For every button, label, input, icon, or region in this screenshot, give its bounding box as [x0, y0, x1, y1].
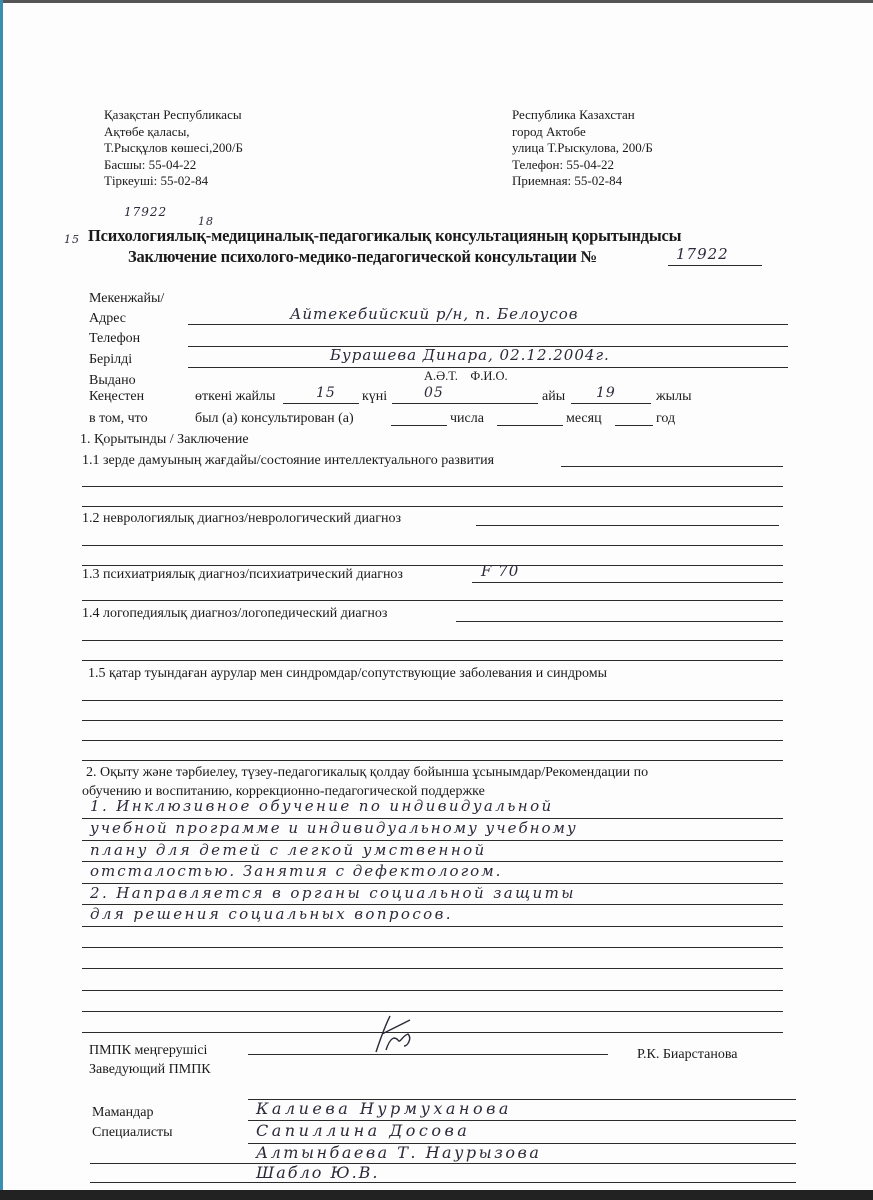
item-1-4-extra-line [82, 660, 783, 661]
specialist-signature: Алтынбаева Т. Наурызова [256, 1143, 542, 1162]
item-1-5-label: 1.5 қатар туындаған аурулар мен синдромдар/сопутствующие заболевания и синдромы [88, 666, 608, 681]
issued-label-kz: Берілді [89, 352, 133, 367]
scan-edge-top [0, 0, 873, 3]
consult-label-kz: Кеңестен [89, 389, 145, 404]
specialists-line [90, 1182, 796, 1183]
ruled-line [82, 926, 783, 927]
ru-day-line [391, 425, 447, 426]
address-label-ru: Адрес [89, 311, 127, 326]
recommendation-line: отсталостью. Занятия с дефектологом. [90, 862, 503, 880]
item-1-2-extra-line [82, 565, 783, 566]
year-line [571, 403, 651, 404]
margin-note-number: 17922 [124, 205, 168, 219]
ruled-line [82, 947, 783, 948]
item-1-4-line [456, 621, 783, 622]
header-left-line: Қазақстан Республикасы [104, 107, 242, 122]
head-signature-line [248, 1054, 608, 1055]
item-1-1-line [561, 466, 783, 467]
specialists-label-kz: Мамандар [92, 1105, 154, 1120]
specialists-line [90, 1163, 796, 1164]
ruled-line [82, 1011, 783, 1012]
conclusion-heading: 1. Қорытынды / Заключение [80, 432, 249, 447]
ru-year-line [615, 425, 653, 426]
item-1-4-extra-line [82, 640, 783, 641]
item-1-5-line [82, 740, 783, 741]
header-right-line: Приемная: 55-02-84 [512, 173, 623, 188]
recommendation-line: 2. Направляется в органы социальной защиты [90, 884, 576, 902]
day-line [283, 403, 359, 404]
ru-month-line [497, 425, 563, 426]
scan-edge-left [0, 0, 3, 1200]
item-1-5-line [82, 760, 783, 761]
header-left-line: Т.Рысқұлов көшесі,200/Б [104, 140, 243, 155]
item-1-3-extra-line [82, 600, 783, 601]
month-line [392, 403, 538, 404]
address-line [188, 324, 788, 325]
kz-line-a: өткені жайлы [195, 389, 276, 404]
margin-note-small-b: 18 [198, 215, 214, 228]
year-value: 19 [596, 385, 616, 401]
ruled-line [82, 990, 783, 991]
item-1-3-label: 1.3 психиатриялық диагноз/психиатрический диагноз [82, 567, 403, 582]
recommendations-heading-2: обучению и воспитанию, коррекционно-педагогической поддержке [82, 784, 485, 799]
issued-label-ru: Выдано [89, 373, 136, 388]
day-value: 15 [316, 385, 336, 401]
item-1-5-line [82, 700, 783, 701]
kz-line-d: жылы [656, 389, 692, 404]
header-right-line: улица Т.Рыскулова, 200/Б [512, 140, 653, 155]
consult-label-ru: в том, что [89, 411, 148, 426]
recommendation-line: плану для детей с легкой умственной [90, 841, 487, 859]
head-label-kz: ПМПК меңгерушісі [89, 1043, 208, 1058]
recommendation-line: учебной программе и индивидуальному учебному [90, 819, 578, 837]
title-kz: Психологиялық-медициналық-педагогикалық консультацияның қорытындысы [88, 226, 682, 245]
specialist-signature: Сапиллина Досова [256, 1121, 471, 1140]
recommendations-heading-1: 2. Оқыту және тәрбиелеу, түзеу-педагогикалық қолдау бойынша ұсынымдар/Рекомендации по [86, 765, 649, 780]
specialists-label-ru: Специалисты [92, 1125, 173, 1140]
ruled-line [82, 1032, 783, 1033]
kz-line-b: күні [362, 389, 388, 404]
item-1-1-extra-line [82, 506, 783, 507]
header-left-line: Басшы: 55-04-22 [104, 156, 197, 172]
issued-line [188, 367, 788, 368]
ruled-line [82, 968, 783, 969]
header-right-line: Республика Казахстан [512, 107, 635, 122]
phone-label: Телефон [89, 331, 141, 346]
specialist-signature: Шабло Ю.В. [256, 1163, 380, 1182]
margin-note-small-a: 15 [64, 233, 80, 246]
header-right [512, 107, 653, 190]
title-ru: Заключение психолого-медико-педагогической консультации № [128, 247, 597, 266]
conclusion-number: 17922 [676, 245, 729, 263]
header-left-line: Ақтөбе қаласы, [104, 123, 190, 139]
item-1-1-extra-line [82, 486, 783, 487]
recommendation-line: для решения социальных вопросов. [90, 905, 453, 923]
ru-line-a: был (а) консультирован (а) [195, 411, 354, 426]
recommendation-line: 1. Инклюзивное обучение по индивидуальной [90, 797, 554, 815]
ru-line-d: год [656, 411, 676, 426]
month-value: 05 [424, 385, 444, 401]
item-1-2-extra-line [82, 545, 783, 546]
kz-line-c: айы [542, 389, 566, 404]
item-1-3-value: F 70 [481, 562, 520, 580]
header-left-line: Тіркеуші: 55-02-84 [104, 173, 209, 188]
item-1-2-line [476, 525, 779, 526]
head-name: Р.К. Биарстанова [637, 1047, 738, 1062]
header-right-line: город Актобе [512, 123, 586, 139]
header-right-line: Телефон: 55-04-22 [512, 156, 615, 172]
item-1-1-label: 1.1 зерде дамуының жағдайы/состояние интеллектуального развития [82, 453, 495, 468]
item-1-4-label: 1.4 логопедиялық диагноз/логопедический диагноз [82, 606, 388, 621]
number-underline [668, 265, 762, 266]
item-1-2-label: 1.2 неврологиялық диагноз/неврологический диагноз [82, 511, 402, 526]
head-signature [368, 1010, 428, 1054]
address-value: Айтекебийский р/н, п. Белоусов [290, 305, 579, 323]
scan-edge-bottom [0, 1190, 873, 1200]
issued-value: Бурашева Динара, 02.12.2004г. [330, 346, 610, 364]
head-label-ru: Заведующий ПМПК [89, 1062, 211, 1077]
ru-line-c: месяц [566, 411, 602, 426]
item-1-3-line [472, 582, 783, 583]
header-left [104, 107, 243, 190]
item-1-5-line [82, 720, 783, 721]
specialist-signature: Калиева Нурмуханова [256, 1099, 512, 1118]
address-label-kz: Мекенжайы/ [89, 291, 165, 306]
fio-caption: А.Ә.Т. Ф.И.О. [424, 369, 508, 383]
ru-line-b: числа [450, 411, 484, 426]
